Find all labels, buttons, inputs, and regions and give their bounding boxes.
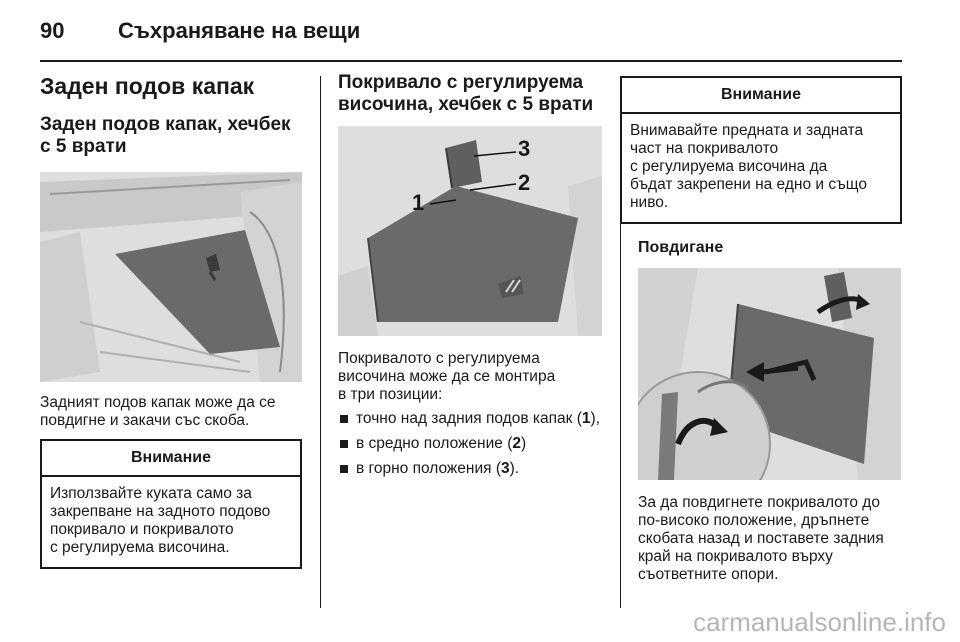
warning-line: част на покривалото bbox=[630, 140, 779, 157]
adjustable-para-line1: Покривалото с регулируема bbox=[338, 350, 540, 367]
adjustable-cover-image bbox=[338, 126, 602, 336]
warning-line: Внимавайте предната и задната bbox=[630, 122, 864, 139]
header-rule bbox=[40, 60, 902, 62]
lift-para-line1: За да повдигнете покривалото до bbox=[638, 494, 880, 511]
adjustable-para-line3: в три позиции: bbox=[338, 386, 443, 403]
lift-para-line5: съответните опори. bbox=[638, 566, 779, 583]
warning-line: Използвайте куката само за bbox=[50, 485, 252, 502]
floor-cover-para-line2: повдигне и закачи със скоба. bbox=[40, 412, 250, 429]
adjustable-cover-title-line1: Покривало с регулируема bbox=[338, 72, 584, 93]
callout-1: 1 bbox=[412, 190, 425, 215]
bullet-square-icon bbox=[340, 440, 348, 448]
adjustable-cover-title-line2: височина, хечбек с 5 врати bbox=[338, 94, 594, 115]
warning-box-hook bbox=[40, 439, 302, 569]
column-1 bbox=[40, 72, 302, 569]
warning-line: закрепване на задното подово bbox=[50, 503, 271, 520]
column-3 bbox=[620, 76, 902, 584]
warning-line: покривало и покривалото bbox=[50, 521, 234, 538]
callout-3: 3 bbox=[518, 136, 531, 161]
callout-2: 2 bbox=[518, 170, 531, 195]
warning-box-level bbox=[620, 76, 902, 224]
trunk-floor-cover-image bbox=[40, 172, 302, 382]
page-number: 90 bbox=[40, 18, 65, 43]
floor-cover-para-line1: Задният подов капак може да се bbox=[40, 394, 276, 411]
column-divider-1 bbox=[320, 76, 321, 608]
section-title: Заден подов капак bbox=[40, 73, 255, 99]
warning-line: с регулируема височина. bbox=[50, 539, 230, 556]
list-item: в средно положение (2) bbox=[338, 435, 602, 453]
list-item: точно над задния подов капак (1), bbox=[338, 410, 602, 428]
lift-title: Повдигане bbox=[638, 239, 724, 256]
lift-para-line3: скобата назад и поставете задния bbox=[638, 530, 884, 547]
bullet-square-icon bbox=[340, 465, 348, 473]
positions-list bbox=[338, 410, 602, 478]
warning-line: бъдат закрепени на едно и също bbox=[630, 176, 867, 193]
adjustable-para-line2: височина може да се монтира bbox=[338, 368, 556, 385]
warning-title: Внимание bbox=[42, 441, 300, 477]
subsection-title-line1: Заден подов капак, хечбек bbox=[40, 114, 291, 135]
warning-body bbox=[622, 114, 900, 222]
lift-para-line2: по-високо положение, дръпнете bbox=[638, 512, 870, 529]
column-2 bbox=[338, 72, 602, 485]
lift-cover-image bbox=[638, 268, 901, 480]
page-title: Съхраняване на вещи bbox=[118, 18, 361, 43]
page-header bbox=[40, 18, 360, 48]
subsection-title-line2: с 5 врати bbox=[40, 136, 127, 157]
warning-title: Внимание bbox=[622, 78, 900, 114]
list-item: в горно положения (3). bbox=[338, 460, 602, 478]
warning-line: с регулируема височина да bbox=[630, 158, 828, 175]
warning-body bbox=[42, 477, 300, 567]
bullet-square-icon bbox=[340, 415, 348, 423]
lift-para-line4: край на покривалото върху bbox=[638, 548, 833, 565]
watermark: carmanualsonline.info bbox=[693, 607, 946, 637]
warning-line: ниво. bbox=[630, 194, 669, 211]
